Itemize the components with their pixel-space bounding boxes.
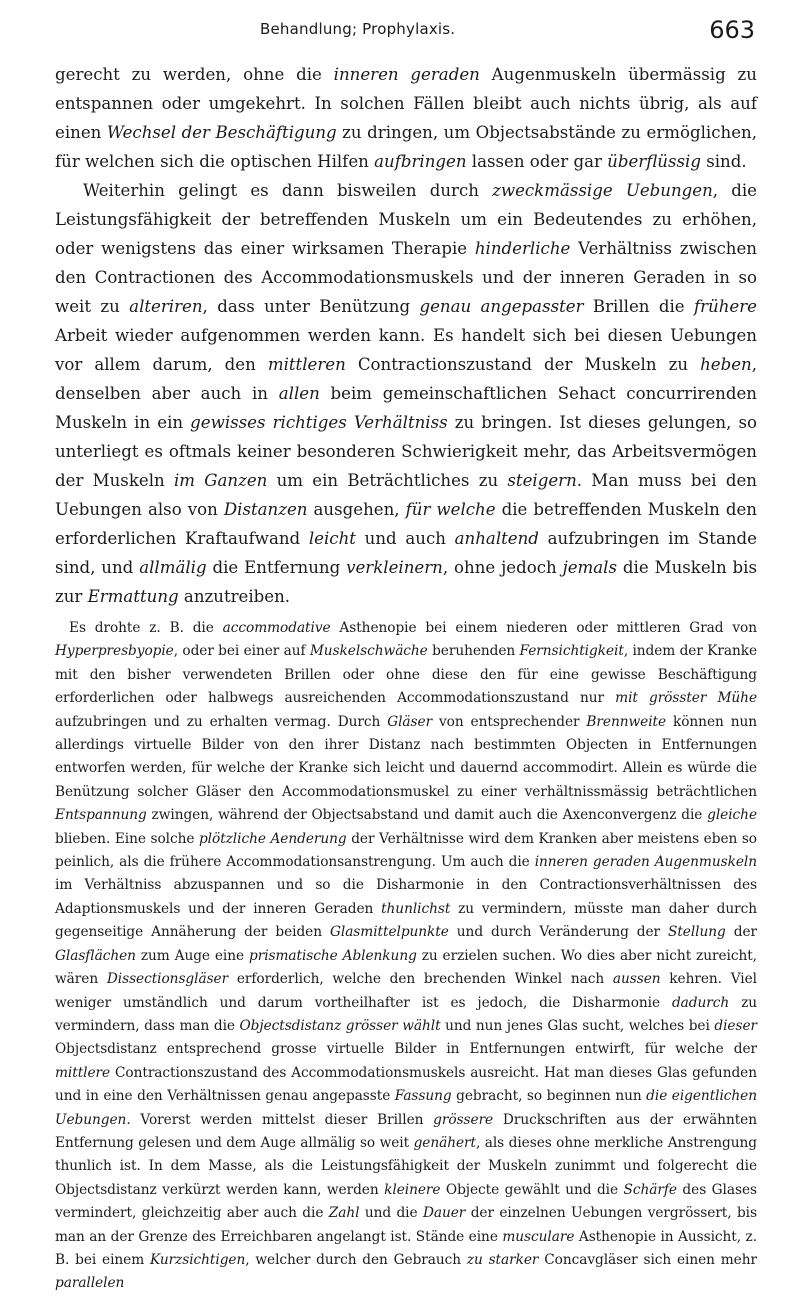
text-run: zu bringen. Ist dieses gelungen, so unterliegt es oftmals keiner besonderen Schwierigkeit mehr, das Arbeitsvermögen der Muskeln: [55, 413, 757, 490]
emphasis-run: im Ganzen: [173, 471, 268, 490]
emphasis-run: aufbringen: [374, 152, 467, 171]
emphasis-run: accommodative: [222, 620, 331, 636]
emphasis-run: genau angepasster: [419, 297, 584, 316]
text-run: Asthenopie bei einem niederen oder mittleren Grad von: [330, 620, 757, 636]
emphasis-run: Glasmittelpunkte: [329, 924, 449, 941]
emphasis-run: Objectsdistanz grösser wählt: [239, 1017, 441, 1034]
text-run: Concavgläser sich einen mehr: [538, 1251, 757, 1268]
running-head: [55, 16, 757, 50]
text-run: kehren. Viel weniger umständlich und darum vortheilhafter ist es jedoch, die Disharmonie: [55, 971, 757, 1011]
emphasis-run: Gläser: [387, 713, 433, 730]
emphasis-run: Ermattung: [87, 587, 179, 606]
paragraph: [55, 176, 757, 611]
emphasis-run: grössere: [433, 1111, 494, 1128]
emphasis-run: allmälig: [139, 558, 207, 577]
text-run: . Vorerst werden mittelst dieser Brillen: [126, 1111, 434, 1128]
text-run: der Verhältnisse wird dem Kranken aber meistens eben so peinlich, als die frühere Accommodationsanstrengung. Um auch die: [55, 830, 757, 871]
text-run: der: [725, 924, 757, 941]
text-run: und auch: [355, 529, 455, 548]
text-run: , ohne jedoch: [442, 558, 563, 577]
text-run: Objecte gewählt und die: [440, 1181, 624, 1198]
emphasis-run: steigern: [507, 471, 577, 490]
emphasis-run: musculare: [502, 1228, 575, 1245]
text-run: können nun allerdings virtuelle Bilder von den ihrer Distanz nach bestimmten Objecten in Entfernungen entworfen werden, für welche der Kranke sich leicht und dauernd accommodirt. Allein es würde die Benützung solcher Gläser den Accommodationsmuskel zu einer verhältnissmässig beträchtlichen: [55, 713, 757, 800]
emphasis-run: die eigentlichen Uebungen: [55, 1088, 757, 1128]
text-run: ausgehen,: [307, 500, 406, 519]
text-run: gebracht, so beginnen nun: [451, 1088, 647, 1105]
emphasis-run: prismatische Ablenkung: [248, 947, 417, 964]
text-run: und durch Veränderung der: [448, 924, 669, 941]
emphasis-run: inneren geraden Augenmuskeln: [534, 854, 757, 871]
text-run: Asthenopie in Aussicht, z. B. bei einem: [55, 1228, 757, 1268]
text-run: im Verhältniss abzuspannen und so die Disharmonie in den Contractionsverhältnissen des Adaptionsmuskels und der inneren Geraden: [55, 877, 757, 917]
emphasis-run: aussen: [612, 971, 661, 988]
emphasis-run: mittleren: [267, 355, 346, 374]
text-run: die Entfernung: [206, 558, 347, 577]
text-run: beim gemeinschaftlichen Sehact concurrirenden Muskeln in ein: [55, 384, 757, 432]
text-run: , die Leistungsfähigkeit der betreffenden Muskeln um ein Bedeutendes zu erhöhen, oder wenigstens das einer wirksamen Therapie: [55, 181, 757, 258]
emphasis-run: leicht: [308, 529, 356, 548]
text-run: erforderlich, welche den brechenden Winkel nach: [228, 971, 613, 988]
text-run: aufzubringen im Stande sind, und: [55, 529, 757, 577]
emphasis-run: Dauer: [422, 1205, 466, 1222]
emphasis-run: Kurzsichtigen: [149, 1251, 246, 1268]
emphasis-run: kleinere: [384, 1181, 441, 1198]
emphasis-run: Schärfe: [623, 1181, 677, 1198]
text-run: beruhenden: [427, 643, 520, 660]
emphasis-run: Hyperpresbyopie: [55, 643, 174, 660]
emphasis-run: anhaltend: [454, 529, 539, 548]
emphasis-run: plötzliche Aenderung: [198, 830, 347, 847]
text-run: sind.: [700, 152, 747, 171]
text-run: anzutreiben.: [178, 587, 291, 606]
text-run: Contractionszustand der Muskeln zu: [345, 355, 701, 374]
emphasis-run: inneren geraden: [333, 65, 480, 84]
text-run: Es drohte z. B. die: [69, 620, 223, 636]
emphasis-run: gleiche: [707, 807, 757, 824]
emphasis-run: Muskelschwäche: [309, 643, 428, 660]
emphasis-run: Fassung: [394, 1088, 452, 1105]
emphasis-run: zweckmässige Uebungen: [492, 181, 713, 200]
text-run: die Muskeln bis zur: [55, 558, 757, 606]
text-run: lassen oder gar: [466, 152, 608, 171]
text-run: , als dieses ohne merkliche Anstrengung thunlich ist. In dem Masse, als die Leistungsfähigkeit der Muskeln zunimmt und folgerecht die Objectsdistanz verkürzt werden kann, werden: [55, 1134, 757, 1198]
text-run: Augenmuskeln übermässig zu entspannen oder umgekehrt. In solchen Fällen bleibt auch nichts übrig, als auf einen: [55, 65, 757, 142]
text-run: . Man muss bei den Uebungen also von: [55, 471, 757, 519]
emphasis-run: hinderliche: [474, 239, 571, 258]
emphasis-run: alteriren: [129, 297, 203, 316]
emphasis-run: verkleinern: [346, 558, 443, 577]
text-run: Brillen die: [583, 297, 694, 316]
text-run: zum Auge eine: [135, 947, 249, 964]
emphasis-run: Fernsichtigkeit: [519, 643, 624, 660]
text-run: und nun jenes Glas sucht, welches bei: [440, 1017, 715, 1034]
text-run: von entsprechender: [432, 713, 587, 730]
text-run: Weiterhin gelingt es dann bisweilen durch: [83, 181, 493, 200]
emphasis-run: heben: [700, 355, 752, 374]
text-run: zu vermindern, dass man die: [55, 994, 758, 1034]
emphasis-run: jemals: [562, 558, 618, 577]
emphasis-run: dieser: [714, 1017, 757, 1034]
text-run: gerecht zu werden, ohne die: [55, 65, 334, 84]
emphasis-run: Entspannung: [55, 807, 147, 824]
emphasis-run: mit grösster Mühe: [615, 690, 757, 707]
running-head-title: Behandlung; Prophylaxis.: [260, 20, 456, 38]
text-run: Verhältniss zwischen den Contractionen des Accommodationsmuskels und der inneren Geraden in so weit zu: [55, 239, 757, 316]
text-run: des Glases vermindert, gleichzeitig aber auch die: [55, 1181, 757, 1222]
emphasis-run: Dissectionsgläser: [106, 971, 229, 988]
text-run: , indem der Kranke mit den bisher verwendeten Brillen oder ohne diese den für eine gewisse Beschäftigung erforderlichen oder halbwegs ausreichenden Accommodationszustand nur: [55, 643, 758, 707]
page-number: 663: [709, 16, 755, 44]
text-run: , welcher durch den Gebrauch: [245, 1251, 467, 1268]
emphasis-run: für welche: [405, 500, 496, 519]
emphasis-run: Distanzen: [223, 500, 308, 519]
text-run: um ein Beträchtliches zu: [267, 471, 508, 490]
text-run: , dass unter Benützung: [202, 297, 420, 316]
text-run: zu vermindern, müsste man daher durch gegenseitige Annäherung der beiden: [55, 900, 757, 941]
text-run: Contractionszustand des Accommodationsmuskels ausreicht. Hat man dieses Glas gefunden und in eine den Verhältnissen genau angepasste: [55, 1064, 757, 1105]
emphasis-run: parallelen: [55, 1275, 125, 1292]
emphasis-run: gewisses richtiges Verhältniss: [190, 413, 448, 432]
emphasis-run: mittlere: [55, 1064, 111, 1081]
emphasis-run: allen: [278, 384, 320, 403]
text-run: der einzelnen Uebungen vergrössert, bis man an der Grenze des Erreichbaren angelangt ist. Stände eine: [55, 1205, 757, 1245]
emphasis-run: Zahl: [328, 1205, 360, 1222]
emphasis-run: Wechsel der Beschäftigung: [106, 123, 337, 142]
text-run: und die: [359, 1205, 423, 1222]
emphasis-run: genähert: [413, 1134, 476, 1151]
emphasis-run: Glasflächen: [55, 947, 136, 964]
text-run: die betreffenden Muskeln den erforderlichen Kraftaufwand: [55, 500, 757, 548]
text-run: Druckschriften aus der erwähnten Entfernung gelesen und dem Auge allmälig so weit: [55, 1111, 757, 1151]
text-run: , denselben aber auch in: [55, 355, 757, 403]
paragraph-small-print: [55, 617, 757, 1296]
text-run: zwingen, während der Objectsabstand und damit auch die Axenconvergenz die: [146, 807, 708, 824]
emphasis-run: Brennweite: [586, 713, 667, 730]
emphasis-run: dadurch: [671, 994, 730, 1011]
text-run: Objectsdistanz entsprechend grosse virtuelle Bilder in Entfernungen entwirft, für welche der: [55, 1041, 757, 1058]
emphasis-run: thunlichst: [381, 900, 451, 917]
text-run: zu dringen, um Objectsabstände zu ermöglichen, für welchen sich die optischen Hilfen: [55, 123, 757, 171]
emphasis-run: Stellung: [668, 924, 726, 941]
text-run: aufzubringen und zu erhalten vermag. Durch: [55, 713, 388, 730]
paragraph: [55, 60, 757, 176]
emphasis-run: frühere: [693, 297, 757, 316]
text-run: , oder bei einer auf: [173, 643, 310, 660]
text-run: blieben. Eine solche: [55, 830, 199, 847]
emphasis-run: zu starker: [466, 1251, 539, 1268]
text-run: Arbeit wieder aufgenommen werden kann. Es handelt sich bei diesen Uebungen vor allem darum, den: [55, 326, 757, 374]
emphasis-run: überflüssig: [607, 152, 701, 171]
book-page: [55, 0, 758, 1292]
text-run: zu erzielen suchen. Wo dies aber nicht zureicht, wären: [55, 947, 757, 988]
